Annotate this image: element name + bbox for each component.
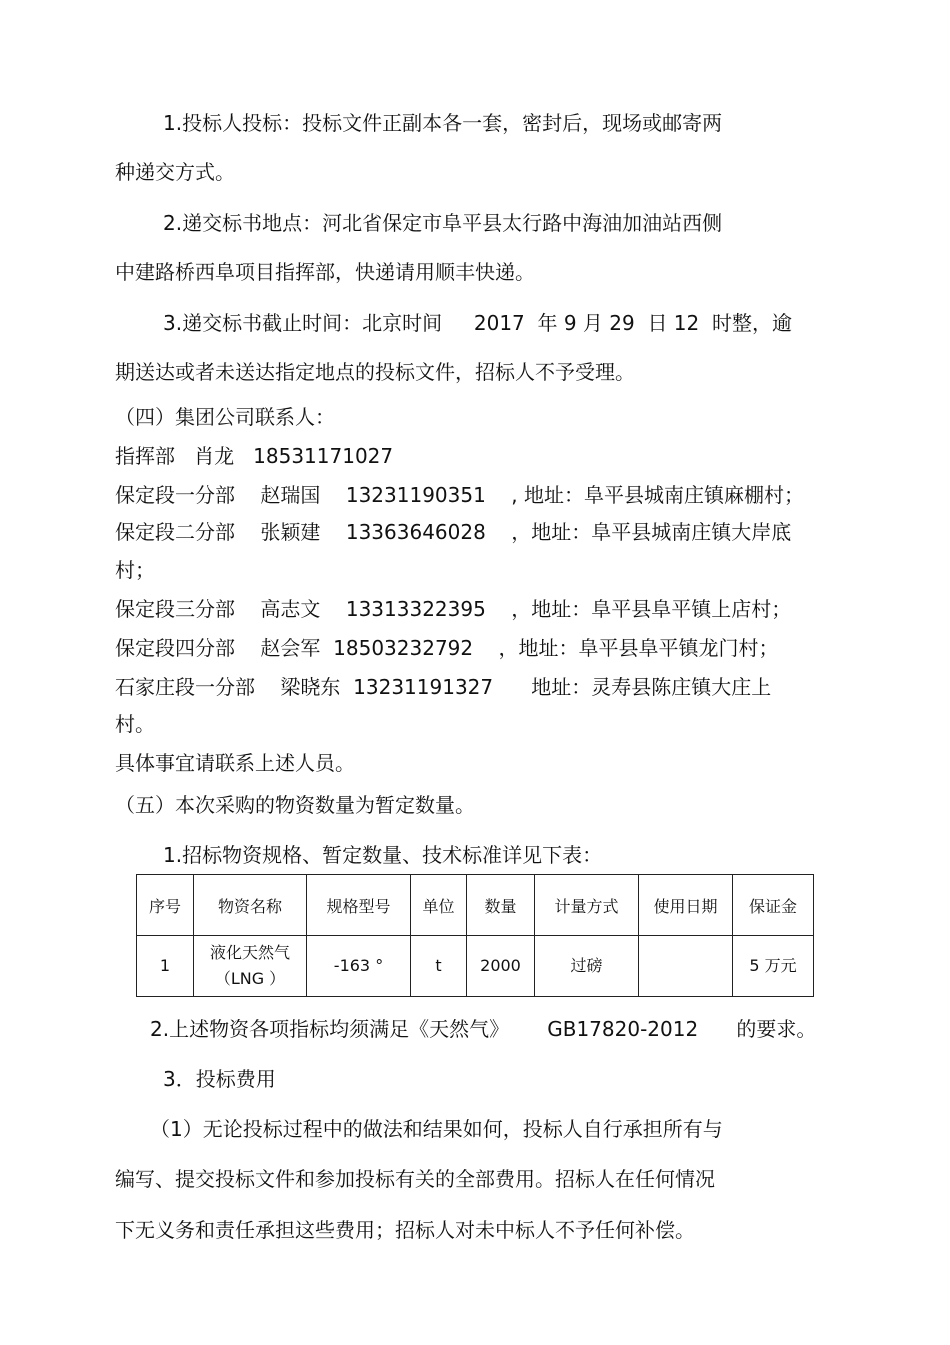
header-deposit: 保证金 xyxy=(733,875,814,936)
header-unit: 单位 xyxy=(411,875,467,936)
cell-name-line1: 液化天然气 xyxy=(209,943,290,962)
section-heading-fees: 3．投标费用 xyxy=(163,1067,276,1091)
para-standard: 2.上述物资各项指标均须满足《天然气》 GB17820-2012 的要求。 xyxy=(150,1017,817,1041)
para-submission-location: 2.递交标书地点：河北省保定市阜平县太行路中海油加油站西侧 xyxy=(163,211,723,235)
cell-unit: t xyxy=(411,936,467,997)
contact-shijiazhuang-1: 石家庄段一分部 梁晓东 13231191327 地址：灵寿县陈庄镇大庄上 xyxy=(115,675,772,699)
cell-deposit: 5 万元 xyxy=(733,936,814,997)
para-deadline-cont: 期送达或者未送达指定地点的投标文件，招标人不予受理。 xyxy=(115,360,635,384)
section-heading-contacts: （四）集团公司联系人： xyxy=(115,405,335,429)
para-submission-method-cont: 种递交方式。 xyxy=(115,160,235,184)
para-table-intro: 1.招标物资规格、暂定数量、技术标准详见下表： xyxy=(163,843,603,867)
header-seq: 序号 xyxy=(137,875,194,936)
contact-shijiazhuang-1-cont: 村。 xyxy=(115,712,155,736)
para-submission-method: 1.投标人投标：投标文件正副本各一套，密封后，现场或邮寄两 xyxy=(163,111,723,135)
header-spec: 规格型号 xyxy=(307,875,411,936)
contact-note: 具体事宜请联系上述人员。 xyxy=(115,751,355,775)
materials-table xyxy=(136,874,814,997)
cell-seq: 1 xyxy=(137,936,194,997)
header-qty: 数量 xyxy=(467,875,535,936)
contact-baoding-2-cont: 村； xyxy=(115,558,155,582)
para-submission-location-cont: 中建路桥西阜项目指挥部，快递请用顺丰快递。 xyxy=(115,260,535,284)
contact-baoding-3: 保定段三分部 高志文 13313322395 ，地址：阜平县阜平镇上店村； xyxy=(115,597,792,621)
cell-date xyxy=(639,936,733,997)
para-fees-cont-1: 编写、提交投标文件和参加投标有关的全部费用。招标人在任何情况 xyxy=(115,1167,715,1191)
para-fees-cont-2: 下无义务和责任承担这些费用；招标人对未中标人不予任何补偿。 xyxy=(115,1218,695,1242)
header-name: 物资名称 xyxy=(194,875,307,936)
cell-qty: 2000 xyxy=(467,936,535,997)
cell-spec: -163 ° xyxy=(307,936,411,997)
header-date: 使用日期 xyxy=(639,875,733,936)
contact-baoding-4: 保定段四分部 赵会军 18503232792 ，地址：阜平县阜平镇龙门村； xyxy=(115,636,779,660)
contact-hq: 指挥部 肖龙 18531171027 xyxy=(115,444,394,468)
table-row xyxy=(137,936,814,997)
para-deadline: 3.递交标书截止时间：北京时间 2017 年 9 月 29 日 12 时整，逾 xyxy=(163,311,792,335)
contact-baoding-1: 保定段一分部 赵瑞国 13231190351 , 地址：阜平县城南庄镇麻棚村； xyxy=(115,483,804,507)
table-header-row xyxy=(137,875,814,936)
header-method: 计量方式 xyxy=(535,875,639,936)
cell-name-line2: （LNG ） xyxy=(214,969,286,988)
para-fees: （1）无论投标过程中的做法和结果如何，投标人自行承担所有与 xyxy=(150,1117,723,1141)
cell-name xyxy=(194,936,307,997)
cell-method: 过磅 xyxy=(535,936,639,997)
contact-baoding-2: 保定段二分部 张颖建 13363646028 ，地址：阜平县城南庄镇大岸底 xyxy=(115,520,792,544)
section-heading-quantity: （五）本次采购的物资数量为暂定数量。 xyxy=(115,793,475,817)
